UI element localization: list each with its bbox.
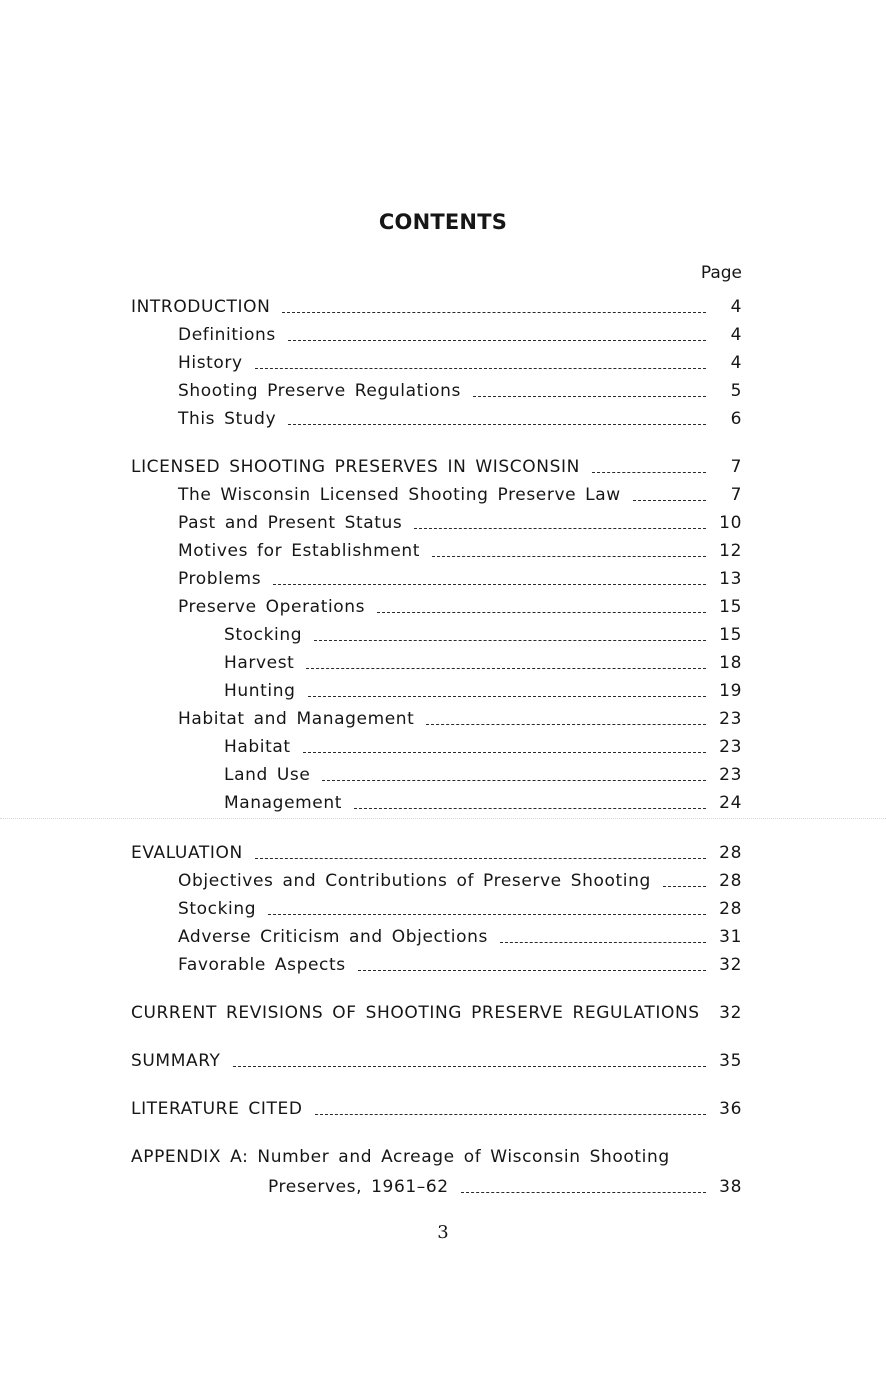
dot-leader (233, 1065, 706, 1067)
toc-entry (131, 537, 742, 565)
toc-entry (131, 509, 742, 537)
toc-entry-label: Management (224, 793, 342, 813)
toc-entry (131, 349, 742, 377)
dot-leader (288, 339, 706, 341)
toc-entry-label: LICENSED SHOOTING PRESERVES IN WISCONSIN (131, 457, 580, 477)
toc-entry-page: 18 (719, 653, 742, 673)
toc-entry-page: 7 (730, 457, 742, 477)
toc-entry-label: Favorable Aspects (178, 955, 346, 975)
toc-entry-page: 36 (719, 1099, 742, 1119)
toc-entry-page: 12 (719, 541, 742, 561)
toc-entry-label: CURRENT REVISIONS OF SHOOTING PRESERVE REGULATIONS (131, 1003, 700, 1023)
dot-leader (273, 583, 706, 585)
toc-entry-page: 4 (730, 353, 742, 373)
toc-entry (131, 1047, 742, 1075)
toc-entry-page: 28 (719, 899, 742, 919)
toc-appendix-entry (131, 1143, 742, 1201)
toc-entry-label: INTRODUCTION (131, 297, 271, 317)
toc-entry-label: Shooting Preserve Regulations (178, 381, 462, 401)
toc-entry-label: Adverse Criticism and Objections (178, 927, 488, 947)
toc-entry (131, 293, 742, 321)
toc-entry (131, 867, 742, 895)
toc-entry-page: 4 (730, 325, 742, 345)
toc-entry-page: 23 (719, 737, 742, 757)
toc-entry-label: Problems (178, 569, 262, 589)
toc-entry-label: Motives for Establishment (178, 541, 421, 561)
toc-entry-label: SUMMARY (131, 1051, 221, 1071)
toc-entry (131, 649, 742, 677)
toc-entry (131, 999, 742, 1027)
toc-entry (131, 839, 742, 867)
toc-entry-page: 23 (719, 709, 742, 729)
dot-leader (308, 695, 707, 697)
appendix-line-1 (131, 1143, 742, 1171)
dot-leader (315, 1113, 706, 1115)
dot-leader (432, 555, 706, 557)
toc-entry (131, 593, 742, 621)
appendix-line-2 (131, 1171, 742, 1201)
toc-entry-page: 13 (719, 569, 742, 589)
dot-leader (306, 667, 706, 669)
page-title: CONTENTS (378, 210, 508, 234)
toc-entry-page: 28 (719, 871, 742, 891)
toc-entry (131, 923, 742, 951)
toc-entry-label: Past and Present Status (178, 513, 403, 533)
table-of-contents (131, 293, 742, 1201)
toc-entry-page: 28 (719, 843, 742, 863)
toc-entry (131, 733, 742, 761)
toc-entry-page: 15 (719, 597, 742, 617)
dot-leader (473, 395, 706, 397)
toc-entry (131, 621, 742, 649)
dot-leader (461, 1191, 706, 1193)
toc-entry-page: 23 (719, 765, 742, 785)
toc-entry (131, 565, 742, 593)
dot-leader (377, 611, 706, 613)
toc-entry-label: Definitions (178, 325, 276, 345)
toc-entry (131, 321, 742, 349)
appendix-title-continued: Preserves, 1961–62 (268, 1177, 449, 1197)
toc-entry-page: 31 (719, 927, 742, 947)
dot-leader (354, 807, 706, 809)
dot-leader (633, 499, 706, 501)
page-number: 3 (437, 1222, 449, 1243)
dot-leader (500, 941, 706, 943)
toc-entry-page: 7 (730, 485, 742, 505)
toc-entry (131, 895, 742, 923)
dot-leader (314, 639, 706, 641)
toc-entry-label: Stocking (178, 899, 257, 919)
page-column-label: Page (700, 263, 742, 283)
toc-entry-label: This Study (178, 409, 277, 429)
appendix-page: 38 (719, 1177, 742, 1197)
dot-leader (414, 527, 706, 529)
toc-entry (131, 1095, 742, 1123)
toc-entry-label: Harvest (224, 653, 295, 673)
appendix-title: APPENDIX A: Number and Acreage of Wisconsin Shooting (131, 1147, 670, 1167)
toc-entry-label: Hunting (224, 681, 296, 701)
dot-leader (663, 885, 706, 887)
dot-leader (288, 423, 706, 425)
toc-entry-label: The Wisconsin Licensed Shooting Preserve Law (178, 485, 621, 505)
toc-entry-page: 19 (719, 681, 742, 701)
toc-entry-page: 6 (730, 409, 742, 429)
toc-entry-label: Stocking (224, 625, 303, 645)
toc-entry (131, 705, 742, 733)
dot-leader (426, 723, 706, 725)
dot-leader (303, 751, 706, 753)
toc-entry (131, 677, 742, 705)
toc-entry (131, 405, 742, 433)
toc-entry-page: 5 (730, 381, 742, 401)
toc-entry-label: Habitat (224, 737, 291, 757)
toc-entry (131, 951, 742, 979)
dot-leader (268, 913, 706, 915)
dot-leader (255, 367, 706, 369)
dot-leader (592, 471, 706, 473)
toc-entry (131, 789, 742, 817)
dot-leader (322, 779, 706, 781)
dot-leader (282, 311, 706, 313)
toc-entry-label: EVALUATION (131, 843, 243, 863)
toc-entry-page: 32 (719, 955, 742, 975)
toc-entry (131, 377, 742, 405)
toc-entry-page: 10 (719, 513, 742, 533)
toc-entry-label: LITERATURE CITED (131, 1099, 303, 1119)
toc-entry-label: History (178, 353, 243, 373)
toc-entry-label: Objectives and Contributions of Preserve Shooting (178, 871, 651, 891)
toc-entry-page: 35 (719, 1051, 742, 1071)
toc-entry (131, 453, 742, 481)
toc-entry-page: 32 (719, 1003, 742, 1023)
toc-entry (131, 481, 742, 509)
dot-leader (255, 857, 706, 859)
toc-entry-label: Habitat and Management (178, 709, 415, 729)
toc-entry-page: 15 (719, 625, 742, 645)
toc-entry-page: 24 (719, 793, 742, 813)
toc-entry-label: Preserve Operations (178, 597, 366, 617)
toc-entry-page: 4 (730, 297, 742, 317)
dot-leader (358, 969, 706, 971)
toc-entry-label: Land Use (224, 765, 311, 785)
toc-entry (131, 761, 742, 789)
